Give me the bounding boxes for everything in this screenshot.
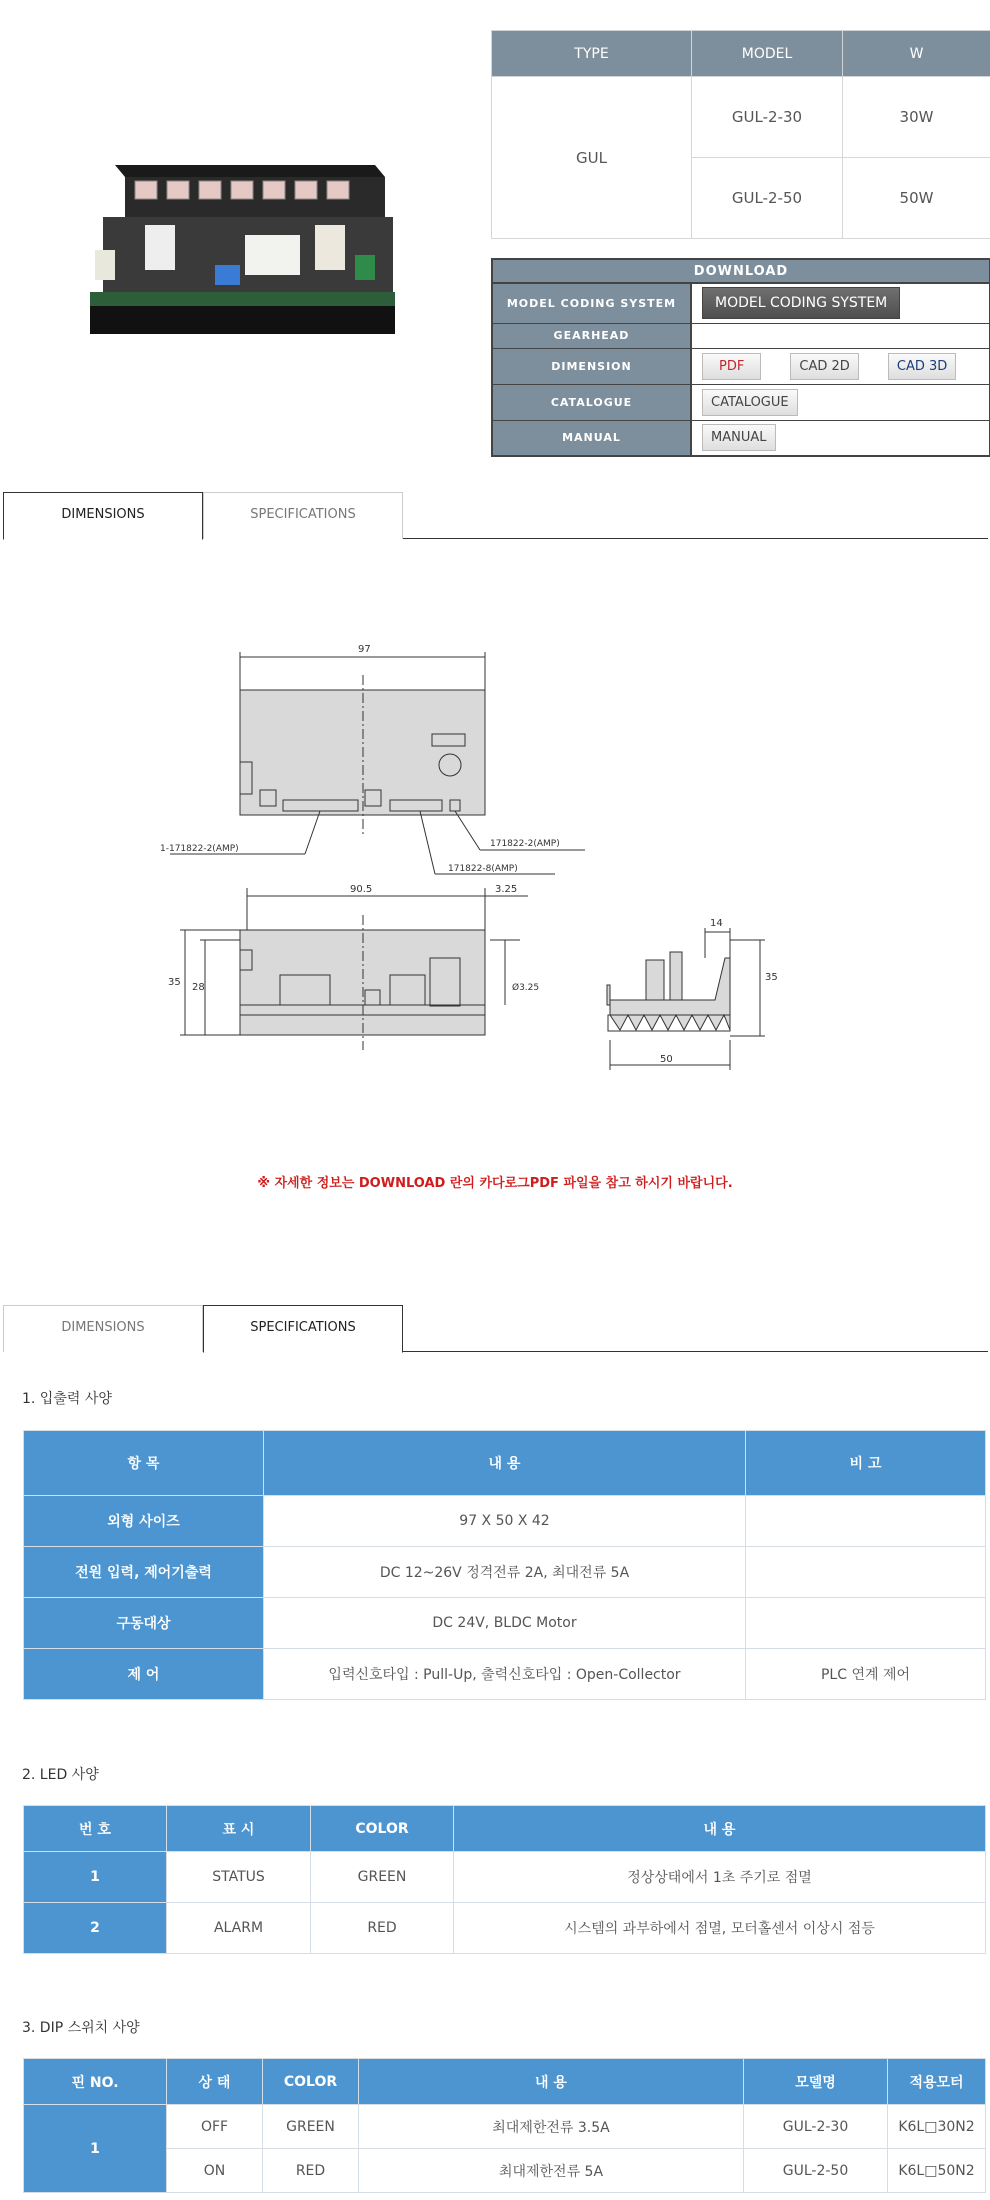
- row-display: ALARM: [167, 1903, 311, 1954]
- row-item: 구동대상: [24, 1598, 264, 1649]
- pdf-button[interactable]: PDF: [702, 353, 761, 380]
- section-title-dip: 3. DIP 스위치 사양: [22, 2020, 140, 2036]
- section-title-io: 1. 입출력 사양: [22, 1391, 112, 1407]
- table-header: 모델명: [744, 2059, 888, 2105]
- table-row: [24, 1496, 986, 1547]
- row-color: GREEN: [263, 2105, 359, 2149]
- row-no: 1: [24, 1852, 167, 1903]
- table-row: [24, 1649, 986, 1700]
- dim-side-width: 50: [660, 1054, 673, 1065]
- model-cell: GUL-2-50: [692, 158, 843, 239]
- manual-button[interactable]: MANUAL: [702, 424, 776, 451]
- table-header: 내 용: [454, 1806, 986, 1852]
- table-header: 표 시: [167, 1806, 311, 1852]
- table-row: [24, 2149, 986, 2193]
- table-row: [24, 1547, 986, 1598]
- row-motor: K6L□50N2: [888, 2149, 986, 2193]
- product-image: [85, 155, 410, 340]
- product-type-table: [491, 30, 990, 239]
- row-content: 정상상태에서 1초 주기로 점멸: [454, 1852, 986, 1903]
- table-row: [24, 1903, 986, 1954]
- row-note: [746, 1547, 986, 1598]
- row-note: [746, 1598, 986, 1649]
- model-coding-button[interactable]: MODEL CODING SYSTEM: [702, 287, 900, 319]
- table-header: 내 용: [264, 1431, 746, 1496]
- row-content: 입력신호타입 : Pull-Up, 출력신호타입 : Open-Collector: [264, 1649, 746, 1700]
- dimension-drawing: [150, 640, 800, 1080]
- table-header: 적용모터: [888, 2059, 986, 2105]
- row-content: 시스템의 과부하에서 점멸, 모터홀센서 이상시 점등: [454, 1903, 986, 1954]
- type-cell: GUL: [492, 77, 692, 239]
- dim-side-top: 14: [710, 918, 723, 929]
- manual-label: MANUAL: [492, 420, 691, 456]
- row-motor: K6L□30N2: [888, 2105, 986, 2149]
- model-header: MODEL: [692, 31, 843, 77]
- cad-2d-button[interactable]: CAD 2D: [790, 353, 858, 380]
- model-coding-label: MODEL CODING SYSTEM: [492, 283, 691, 323]
- dim-top-width: 97: [358, 644, 371, 655]
- table-header: 번 호: [24, 1806, 167, 1852]
- row-item: 제 어: [24, 1649, 264, 1700]
- table-header: 내 용: [359, 2059, 744, 2105]
- dim-height-inner: 28: [192, 982, 205, 993]
- row-item: 전원 입력, 제어기출력: [24, 1547, 264, 1598]
- gearhead-label: GEARHEAD: [492, 323, 691, 348]
- table-header: 핀 NO.: [24, 2059, 167, 2105]
- tab-specifications[interactable]: SPECIFICATIONS: [203, 1305, 403, 1353]
- table-row: [24, 1852, 986, 1903]
- row-content: DC 12~26V 정격전류 2A, 최대전류 5A: [264, 1547, 746, 1598]
- tab-bar-top: [3, 492, 988, 539]
- tab-dimensions[interactable]: DIMENSIONS: [3, 1305, 203, 1352]
- row-display: STATUS: [167, 1852, 311, 1903]
- led-spec-table: [23, 1805, 986, 1954]
- io-spec-table: [23, 1430, 986, 1700]
- table-row: [24, 2105, 986, 2149]
- dip-spec-table: [23, 2058, 986, 2193]
- row-content: 97 X 50 X 42: [264, 1496, 746, 1547]
- table-header: 비 고: [746, 1431, 986, 1496]
- dim-front-offset: 3.25: [495, 884, 518, 895]
- row-note: [746, 1496, 986, 1547]
- tab-specifications[interactable]: SPECIFICATIONS: [203, 492, 403, 539]
- table-header: COLOR: [311, 1806, 454, 1852]
- row-state: ON: [167, 2149, 263, 2193]
- row-content: 최대제한전류 5A: [359, 2149, 744, 2193]
- download-table: [491, 258, 990, 457]
- dim-hole: Ø3.25: [512, 983, 540, 993]
- row-state: OFF: [167, 2105, 263, 2149]
- row-color: GREEN: [311, 1852, 454, 1903]
- tab-dimensions[interactable]: DIMENSIONS: [3, 492, 203, 540]
- tab-bar-bottom: [3, 1305, 988, 1352]
- table-row: [24, 1598, 986, 1649]
- notice-text: ※ 자세한 정보는 DOWNLOAD 란의 카다로그PDF 파일을 참고 하시기 바랍니다.: [257, 1176, 733, 1191]
- row-content: DC 24V, BLDC Motor: [264, 1598, 746, 1649]
- table-header: COLOR: [263, 2059, 359, 2105]
- catalogue-button[interactable]: CATALOGUE: [702, 389, 798, 416]
- cad-3d-button[interactable]: CAD 3D: [888, 353, 956, 380]
- dimension-label: DIMENSION: [492, 348, 691, 384]
- row-color: RED: [263, 2149, 359, 2193]
- table-header: 상 태: [167, 2059, 263, 2105]
- section-title-led: 2. LED 사양: [22, 1767, 99, 1783]
- gearhead-value: [691, 323, 990, 348]
- watt-cell: 50W: [843, 158, 990, 239]
- dim-conn3: 171822-8(AMP): [448, 864, 518, 874]
- row-content: 최대제한전류 3.5A: [359, 2105, 744, 2149]
- row-item: 외형 사이즈: [24, 1496, 264, 1547]
- row-no: 2: [24, 1903, 167, 1954]
- watt-cell: 30W: [843, 77, 990, 158]
- catalogue-label: CATALOGUE: [492, 384, 691, 420]
- dim-side-height: 35: [765, 972, 778, 983]
- row-note: PLC 연계 제어: [746, 1649, 986, 1700]
- dim-conn1: 1-171822-2(AMP): [160, 844, 239, 854]
- dim-conn2: 171822-2(AMP): [490, 839, 560, 849]
- table-header: 항 목: [24, 1431, 264, 1496]
- row-color: RED: [311, 1903, 454, 1954]
- dim-height-outer: 35: [168, 977, 181, 988]
- row-model: GUL-2-50: [744, 2149, 888, 2193]
- type-header: TYPE: [492, 31, 692, 77]
- dim-front-width: 90.5: [350, 884, 373, 895]
- w-header: W: [843, 31, 990, 77]
- row-model: GUL-2-30: [744, 2105, 888, 2149]
- row-pin: 1: [24, 2105, 167, 2193]
- download-title: DOWNLOAD: [492, 259, 990, 283]
- model-cell: GUL-2-30: [692, 77, 843, 158]
